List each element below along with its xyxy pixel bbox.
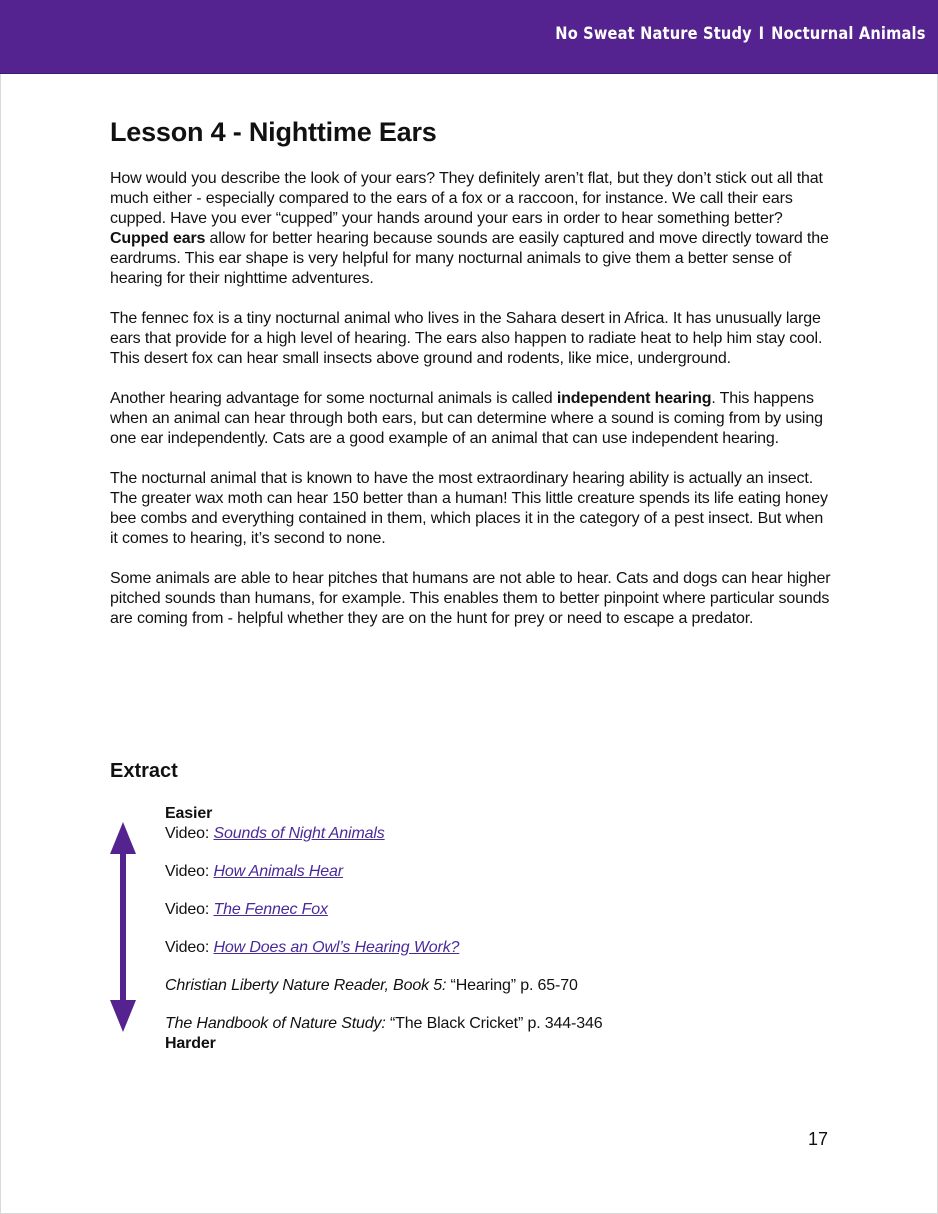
video-link-owl-hearing[interactable]: How Does an Owl’s Hearing Work? — [213, 939, 460, 956]
video-link-fennec-fox[interactable]: The Fennec Fox — [213, 901, 328, 918]
page-number: 17 — [808, 1129, 829, 1149]
arrow-head-down — [110, 1000, 136, 1032]
paragraph-text: Another hearing advantage for some nocturnal animals is called — [110, 390, 557, 407]
paragraph-pitches: Some animals are able to hear pitches that humans are not able to hear. Cats and dogs can hear higher pitched sounds than humans, for example. This enables them to better pinpoint where particular sounds are coming from - helpful whether they are on the hunt for prey or need to escape a predator. — [110, 570, 831, 627]
paragraph-text: . This happens when an animal can hear through both ears, but can determine where a sound is coming from by using one ear independently. Cats are a good example of an animal that can use independent hearing. — [110, 390, 823, 447]
header-separator: I — [759, 24, 765, 44]
video-prefix: Video: — [165, 901, 214, 918]
lesson-content — [110, 112, 834, 649]
arrow-head-up — [110, 822, 136, 854]
book-item — [165, 1014, 805, 1034]
video-prefix: Video: — [165, 863, 214, 880]
book-item — [165, 976, 805, 996]
paragraph-text: How would you describe the look of your ears? They definitely aren’t flat, but they don’t stick out all that much either - especially compared to the ears of a fox or a raccoon, for instance. We call their ears cupped. Have you ever “cupped” your hands around your ears in order to hear something better? — [110, 170, 823, 227]
book-title: Christian Liberty Nature Reader, Book 5: — [165, 977, 447, 994]
video-link-sounds-of-night-animals[interactable]: Sounds of Night Animals — [213, 825, 385, 842]
header-band — [0, 0, 938, 74]
paragraph-fennec-fox: The fennec fox is a tiny nocturnal animal who lives in the Sahara desert in Africa. It has unusually large ears that provide for a high level of hearing. The ears also happen to radiate heat to help him stay cool. This desert fox can hear small insects above ground and rodents, like mice, underground. — [110, 310, 823, 367]
bold-term: Cupped ears — [110, 230, 206, 247]
video-item — [165, 824, 805, 844]
video-prefix: Video: — [165, 825, 214, 842]
video-link-how-animals-hear[interactable]: How Animals Hear — [213, 863, 343, 880]
paragraph-wax-moth: The nocturnal animal that is known to have the most extraordinary hearing ability is actually an insect. The greater wax moth can hear 150 better than a human! This little creature spends its life eating honey bee combs and everything contained in them, which places it in the category of a pest insect. But when it comes to hearing, it’s second to none. — [110, 470, 828, 547]
difficulty-arrow-icon — [108, 822, 138, 1034]
lesson-title: Lesson 4 - Nighttime Ears — [110, 117, 437, 147]
easier-label: Easier — [165, 805, 213, 822]
header-series: No Sweat Nature Study — [555, 24, 753, 44]
book-detail: “Hearing” p. 65-70 — [446, 977, 578, 994]
video-item — [165, 900, 805, 920]
header-title — [556, 24, 926, 44]
book-detail: “The Black Cricket” p. 344-346 — [385, 1015, 603, 1032]
header-topic: Nocturnal Animals — [771, 24, 926, 44]
video-prefix: Video: — [165, 939, 214, 956]
book-title: The Handbook of Nature Study: — [165, 1015, 386, 1032]
video-item — [165, 862, 805, 882]
paragraph-independent-hearing — [110, 389, 834, 449]
bold-term: independent hearing — [556, 390, 712, 407]
video-item — [165, 938, 805, 958]
extract-list — [165, 804, 805, 1054]
arrow-shaft — [120, 852, 126, 1004]
extract-heading: Extract — [110, 760, 178, 782]
paragraph-cupped-ears — [110, 169, 834, 289]
harder-label: Harder — [165, 1035, 216, 1052]
paragraph-text: allow for better hearing because sounds are easily captured and move directly toward the eardrums. This ear shape is very helpful for many nocturnal animals to give them a better sense of hearing for their nighttime adventures. — [110, 230, 829, 287]
